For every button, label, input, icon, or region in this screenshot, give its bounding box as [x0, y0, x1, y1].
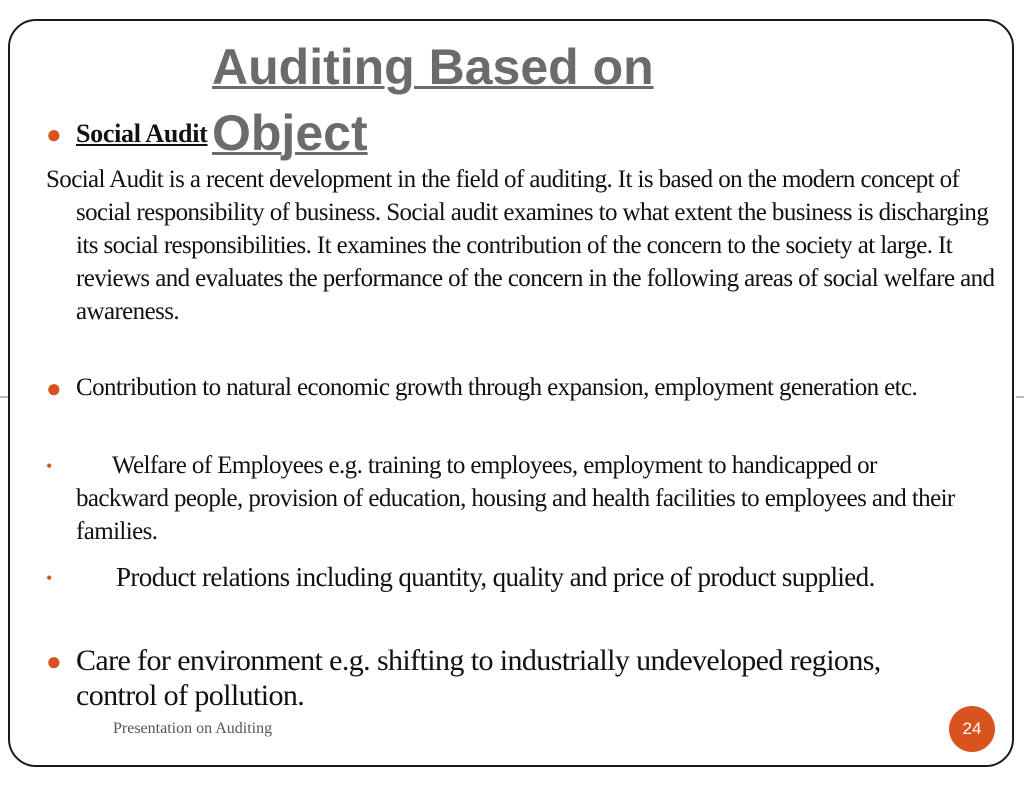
bullet-item-4: Care for environment e.g. shifting to industrially undeveloped regions, control of pollution. [76, 644, 881, 712]
bullet-dot-3: • [46, 568, 53, 588]
bullet-item-3: Product relations including quantity, quality and price of product supplied. [116, 562, 875, 592]
intro-paragraph: Social Audit is a recent development in the field of auditing. It is based on the modern concept of social responsibility of business. Social audit examines to what extent the business is discharging its social responsibilities. It examines the contribution of the concern to the society at large. It reviews and evaluates the performance of the concern in the following areas of social welfare and awareness. [46, 166, 995, 325]
right-edge-tick [1016, 396, 1024, 398]
bullet-dot-1: ● [46, 374, 62, 403]
footer-text: Presentation on Auditing [113, 720, 273, 737]
social-audit-heading: Social Audit [76, 119, 208, 148]
bullet-item-2: Welfare of Employees e.g. training to employees, employment to handicapped or backward people, provision of education, housing and health facilities to employees and their families. [76, 452, 955, 545]
left-edge-tick [0, 396, 8, 398]
bullet-dot-4: ● [46, 647, 62, 676]
slide-title: Auditing Based on Object [212, 39, 654, 161]
page-number-badge: 24 [949, 706, 995, 752]
bullet-dot-heading: ● [46, 120, 62, 149]
bullet-dot-2: • [46, 456, 53, 476]
bullet-item-1: Contribution to natural economic growth through expansion, employment generation etc. [76, 374, 918, 401]
